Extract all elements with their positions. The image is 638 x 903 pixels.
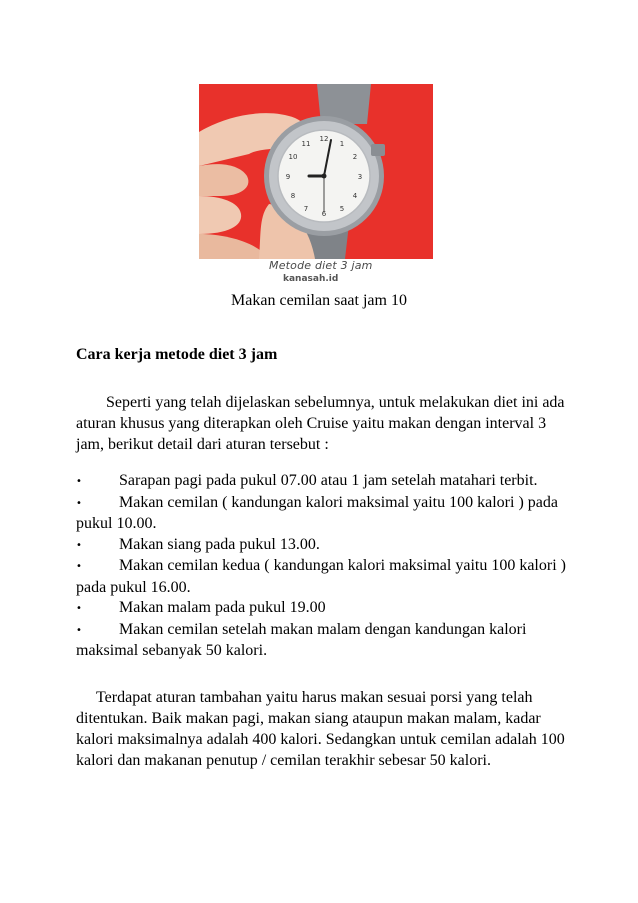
bullet-icon: • <box>76 539 82 551</box>
closing-paragraph: Terdapat aturan tambahan yaitu harus makan sesuai porsi yang telah ditentukan. Baik makan pagi, makan siang ataupun makan malam, kadar kalori maksimalnya adalah 400 kalori. Sedangkan untuk cemilan adalah 100 kalori dan makanan penutup / cemilan terakhir sebesar 50 kalori. <box>76 689 565 769</box>
svg-text:11: 11 <box>301 140 311 148</box>
intro-paragraph: Seperti yang telah dijelaskan sebelumnya, untuk melakukan diet ini ada aturan khusus yang diterapkan oleh Cruise yaitu makan dengan interval 3 jam, berikut detail dari aturan tersebut : <box>76 394 565 453</box>
watch-photo <box>199 84 433 259</box>
svg-text:12: 12 <box>319 135 329 143</box>
watch-in-hand-illustration <box>199 84 433 259</box>
rules-list <box>76 471 566 662</box>
image-caption-script: Metode diet 3 jam <box>269 259 373 272</box>
svg-text:10: 10 <box>288 153 298 161</box>
list-item <box>76 598 566 620</box>
svg-text:2: 2 <box>352 153 358 161</box>
bullet-icon: • <box>76 624 82 636</box>
svg-text:5: 5 <box>339 205 345 213</box>
list-item <box>76 535 566 557</box>
bullet-icon: • <box>76 603 82 614</box>
list-item-text: Sarapan pagi pada pukul 07.00 atau 1 jam setelah matahari terbit. <box>119 472 538 489</box>
list-item <box>76 620 566 662</box>
list-item <box>76 556 566 598</box>
svg-text:8: 8 <box>290 192 296 200</box>
svg-text:6: 6 <box>321 210 327 218</box>
bullet-icon: • <box>76 497 82 509</box>
list-item-text: Makan siang pada pukul 13.00. <box>119 535 320 553</box>
svg-text:4: 4 <box>352 192 358 200</box>
svg-text:9: 9 <box>285 173 291 181</box>
list-item-text: Makan cemilan setelah makan malam dengan kandungan kalori maksimal sebanyak 50 kalori. <box>76 620 527 659</box>
image-caption-band <box>199 259 433 290</box>
list-item <box>76 493 566 535</box>
list-item-text: Makan cemilan kedua ( kandungan kalori maksimal yaitu 100 kalori ) pada pukul 16.00. <box>76 557 566 596</box>
bullet-icon: • <box>76 561 82 572</box>
section-heading: Cara kerja metode diet 3 jam <box>76 346 278 363</box>
image-caption-site: kanasah.id <box>283 274 339 284</box>
list-item-text: Makan cemilan ( kandungan kalori maksimal yaitu 100 kalori ) pada pukul 10.00. <box>76 493 558 532</box>
article-image <box>199 84 433 290</box>
list-item <box>76 471 566 493</box>
svg-text:7: 7 <box>303 205 309 213</box>
figure-caption: Makan cemilan saat jam 10 <box>231 292 407 309</box>
list-item-text: Makan malam pada pukul 19.00 <box>119 599 326 616</box>
bullet-icon: • <box>76 476 82 487</box>
svg-text:1: 1 <box>339 140 345 148</box>
svg-text:3: 3 <box>357 173 363 181</box>
